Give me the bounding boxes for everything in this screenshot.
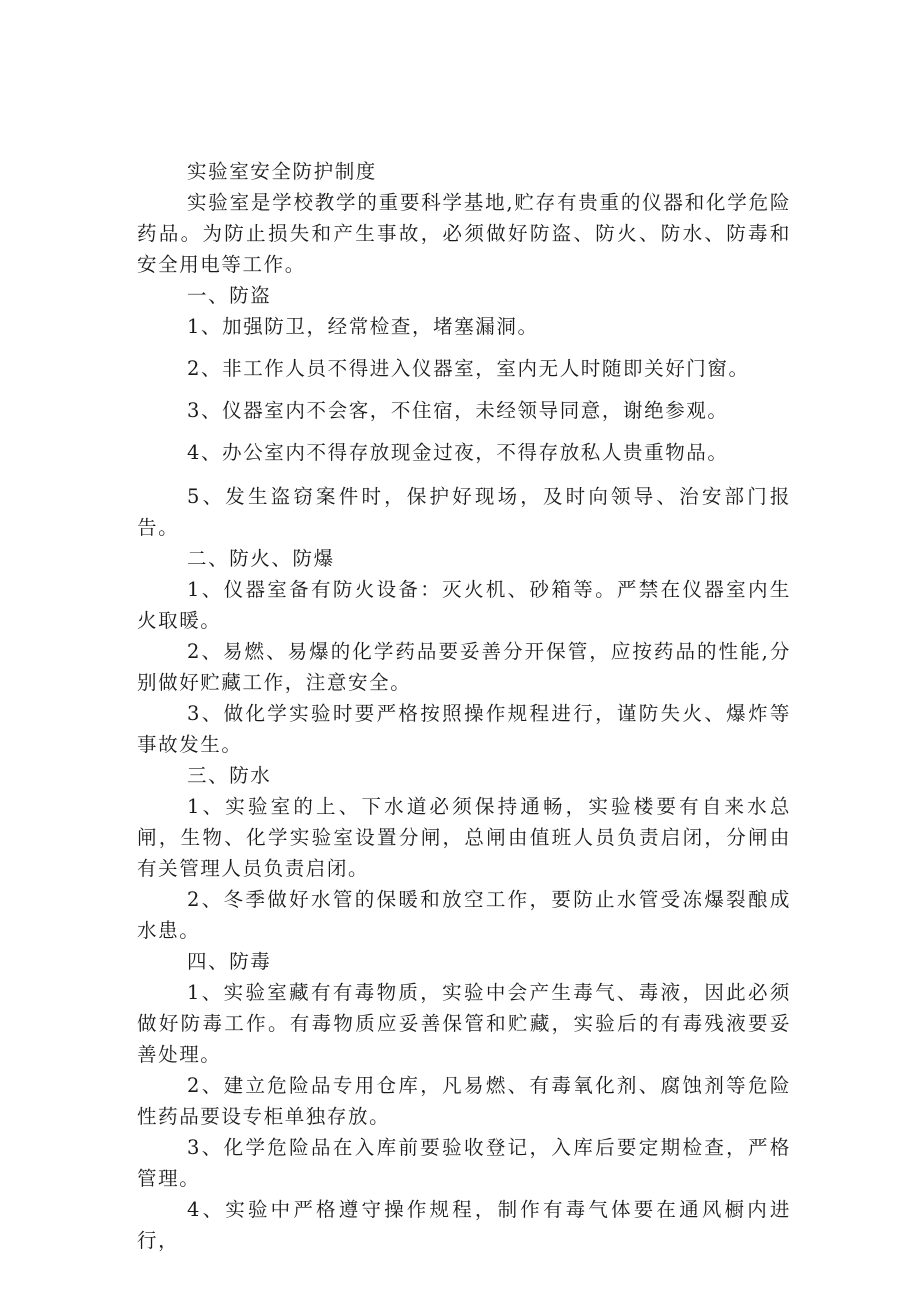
list-item: 1、加强防卫，经常检查，堵塞漏洞。 xyxy=(187,315,539,338)
section-heading-fire-explosion: 二、防火、防爆 xyxy=(187,547,335,570)
list-item: 1、实验室藏有有毒物质，实验中会产生毒气、毒液，因此必须做好防毒工作。有毒物质应妥善保管和贮藏，实验后的有毒残液要妥善处理。 xyxy=(137,981,791,1066)
section-heading-anti-theft: 一、防盗 xyxy=(187,284,272,307)
list-item: 2、易燃、易爆的化学药品要妥善分开保管，应按药品的性能,分别做好贮藏工作，注意安全。 xyxy=(137,640,791,694)
list-item: 2、非工作人员不得进入仪器室，室内无人时随即关好门窗。 xyxy=(187,357,750,380)
section-heading-poison: 四、防毒 xyxy=(187,950,272,973)
document-title: 实验室安全防护制度 xyxy=(187,160,377,183)
list-item: 2、建立危险品专用仓库，凡易燃、有毒氧化剂、腐蚀剂等危险性药品要设专柜单独存放。 xyxy=(137,1074,791,1128)
list-item: 5、发生盗窃案件时，保护好现场，及时向领导、治安部门报告。 xyxy=(137,485,791,539)
list-item: 4、办公室内不得存放现金过夜，不得存放私人贵重物品。 xyxy=(187,441,729,464)
list-item: 2、冬季做好水管的保暖和放空工作，要防止水管受冻爆裂酿成水患。 xyxy=(137,888,791,942)
list-item: 1、仪器室备有防火设备：灭火机、砂箱等。严禁在仪器室内生火取暖。 xyxy=(137,578,791,632)
document-body xyxy=(137,156,791,1256)
intro-paragraph: 实验室是学校教学的重要科学基地,贮存有贵重的仪器和化学危险药品。为防止损失和产生事故，必须做好防盗、防火、防水、防毒和安全用电等工作。 xyxy=(137,191,791,276)
list-item: 4、实验中严格遵守操作规程，制作有毒气体要在通风橱内进行， xyxy=(137,1198,791,1252)
section-heading-water: 三、防水 xyxy=(187,764,272,787)
list-item: 1、实验室的上、下水道必须保持通畅，实验楼要有自来水总闸，生物、化学实验室设置分闸，总闸由值班人员负责启闭，分闸由有关管理人员负责启闭。 xyxy=(137,795,791,880)
list-item: 3、仪器室内不会客，不住宿，未经领导同意，谢绝参观。 xyxy=(187,399,729,422)
list-item: 3、化学危险品在入库前要验收登记，入库后要定期检查，严格管理。 xyxy=(137,1136,791,1190)
list-item: 3、做化学实验时要严格按照操作规程进行，谨防失火、爆炸等事故发生。 xyxy=(137,702,791,756)
